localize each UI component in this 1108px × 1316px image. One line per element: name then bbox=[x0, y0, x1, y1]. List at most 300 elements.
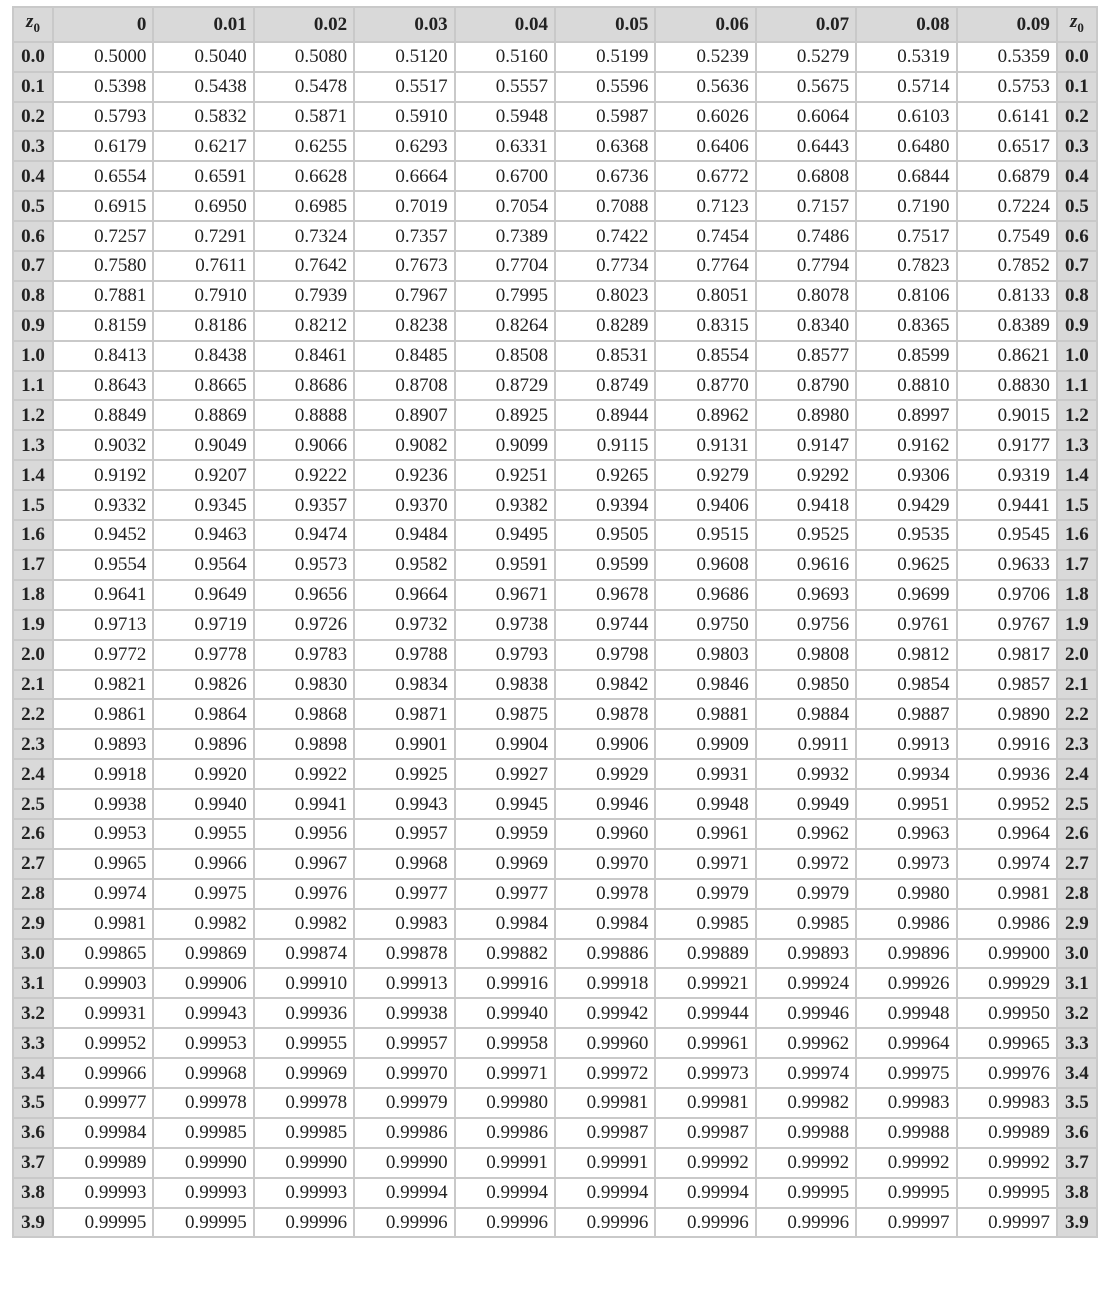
table-cell: 0.7673 bbox=[354, 251, 454, 281]
table-cell: 0.99977 bbox=[53, 1088, 153, 1118]
table-cell: 0.9649 bbox=[153, 580, 253, 610]
table-cell: 0.9929 bbox=[555, 759, 655, 789]
table-cell: 0.8365 bbox=[856, 311, 956, 341]
table-cell: 0.9842 bbox=[555, 670, 655, 700]
table-cell: 0.7486 bbox=[756, 221, 856, 251]
table-cell: 0.99990 bbox=[354, 1148, 454, 1178]
table-cell: 0.9864 bbox=[153, 699, 253, 729]
table-cell: 0.99981 bbox=[655, 1088, 755, 1118]
table-cell: 0.99936 bbox=[254, 998, 354, 1028]
table-cell: 0.99995 bbox=[957, 1178, 1057, 1208]
table-cell: 0.99976 bbox=[957, 1058, 1057, 1088]
table-cell: 0.9812 bbox=[856, 640, 956, 670]
table-cell: 0.7517 bbox=[856, 221, 956, 251]
z-header-right bbox=[1057, 7, 1097, 42]
table-cell: 0.7019 bbox=[354, 191, 454, 221]
table-row bbox=[13, 550, 1097, 580]
table-cell: 0.9761 bbox=[856, 610, 956, 640]
table-row bbox=[13, 1148, 1097, 1178]
table-cell: 0.9032 bbox=[53, 430, 153, 460]
table-cell: 0.9931 bbox=[655, 759, 755, 789]
table-cell: 0.7157 bbox=[756, 191, 856, 221]
table-cell: 0.6664 bbox=[354, 161, 454, 191]
table-cell: 0.7549 bbox=[957, 221, 1057, 251]
table-cell: 0.9984 bbox=[555, 909, 655, 939]
table-cell: 0.8810 bbox=[856, 371, 956, 401]
table-cell: 0.5080 bbox=[254, 42, 354, 72]
table-cell: 0.99980 bbox=[455, 1088, 555, 1118]
table-cell: 0.99978 bbox=[153, 1088, 253, 1118]
table-cell: 0.5832 bbox=[153, 102, 253, 132]
table-cell: 0.9484 bbox=[354, 520, 454, 550]
table-cell: 0.9957 bbox=[354, 819, 454, 849]
table-cell: 0.8051 bbox=[655, 281, 755, 311]
table-cell: 0.5040 bbox=[153, 42, 253, 72]
table-cell: 0.7190 bbox=[856, 191, 956, 221]
table-cell: 0.8944 bbox=[555, 400, 655, 430]
table-cell: 0.7580 bbox=[53, 251, 153, 281]
table-cell: 0.99996 bbox=[756, 1208, 856, 1238]
table-cell: 0.6179 bbox=[53, 131, 153, 161]
table-cell: 0.9564 bbox=[153, 550, 253, 580]
table-cell: 0.9756 bbox=[756, 610, 856, 640]
table-cell: 0.9850 bbox=[756, 670, 856, 700]
row-label-left: 1.3 bbox=[13, 430, 53, 460]
table-cell: 0.99986 bbox=[455, 1118, 555, 1148]
table-cell: 0.9573 bbox=[254, 550, 354, 580]
row-label-left: 0.9 bbox=[13, 311, 53, 341]
table-row bbox=[13, 1118, 1097, 1148]
table-row bbox=[13, 281, 1097, 311]
row-label-left: 3.7 bbox=[13, 1148, 53, 1178]
table-cell: 0.99961 bbox=[655, 1028, 755, 1058]
table-cell: 0.99992 bbox=[756, 1148, 856, 1178]
table-cell: 0.9345 bbox=[153, 490, 253, 520]
table-cell: 0.9222 bbox=[254, 460, 354, 490]
table-cell: 0.9974 bbox=[53, 879, 153, 909]
table-cell: 0.5948 bbox=[455, 102, 555, 132]
table-cell: 0.9147 bbox=[756, 430, 856, 460]
row-label-right: 3.0 bbox=[1057, 939, 1097, 969]
row-label-right: 0.5 bbox=[1057, 191, 1097, 221]
z-header-label: z bbox=[26, 11, 34, 32]
row-label-left: 0.2 bbox=[13, 102, 53, 132]
table-cell: 0.9429 bbox=[856, 490, 956, 520]
table-cell: 0.9978 bbox=[555, 879, 655, 909]
column-header: 0.03 bbox=[354, 7, 454, 42]
table-cell: 0.99946 bbox=[756, 998, 856, 1028]
table-row bbox=[13, 102, 1097, 132]
table-cell: 0.99940 bbox=[455, 998, 555, 1028]
row-label-right: 3.3 bbox=[1057, 1028, 1097, 1058]
table-cell: 0.99996 bbox=[455, 1208, 555, 1238]
table-cell: 0.6985 bbox=[254, 191, 354, 221]
row-label-left: 0.6 bbox=[13, 221, 53, 251]
table-cell: 0.99996 bbox=[655, 1208, 755, 1238]
row-label-right: 1.9 bbox=[1057, 610, 1097, 640]
table-cell: 0.5636 bbox=[655, 72, 755, 102]
table-cell: 0.9893 bbox=[53, 729, 153, 759]
table-cell: 0.9535 bbox=[856, 520, 956, 550]
row-label-left: 2.4 bbox=[13, 759, 53, 789]
row-label-left: 1.1 bbox=[13, 371, 53, 401]
table-cell: 0.6700 bbox=[455, 161, 555, 191]
table-cell: 0.9162 bbox=[856, 430, 956, 460]
table-cell: 0.99962 bbox=[756, 1028, 856, 1058]
table-cell: 0.99865 bbox=[53, 939, 153, 969]
table-cell: 0.9956 bbox=[254, 819, 354, 849]
column-header: 0.07 bbox=[756, 7, 856, 42]
table-cell: 0.9726 bbox=[254, 610, 354, 640]
row-label-right: 3.1 bbox=[1057, 968, 1097, 998]
table-cell: 0.99981 bbox=[555, 1088, 655, 1118]
table-cell: 0.99979 bbox=[354, 1088, 454, 1118]
table-cell: 0.6293 bbox=[354, 131, 454, 161]
table-cell: 0.5199 bbox=[555, 42, 655, 72]
table-cell: 0.9599 bbox=[555, 550, 655, 580]
table-row bbox=[13, 729, 1097, 759]
row-label-right: 2.1 bbox=[1057, 670, 1097, 700]
table-row bbox=[13, 430, 1097, 460]
table-cell: 0.5279 bbox=[756, 42, 856, 72]
table-cell: 0.99878 bbox=[354, 939, 454, 969]
table-cell: 0.9967 bbox=[254, 849, 354, 879]
table-cell: 0.99970 bbox=[354, 1058, 454, 1088]
table-cell: 0.9382 bbox=[455, 490, 555, 520]
table-cell: 0.8238 bbox=[354, 311, 454, 341]
table-cell: 0.6808 bbox=[756, 161, 856, 191]
table-cell: 0.8599 bbox=[856, 341, 956, 371]
table-cell: 0.9960 bbox=[555, 819, 655, 849]
table-cell: 0.9887 bbox=[856, 699, 956, 729]
table-cell: 0.8133 bbox=[957, 281, 1057, 311]
row-label-right: 2.9 bbox=[1057, 909, 1097, 939]
z-header-label: z bbox=[1069, 11, 1078, 32]
table-cell: 0.8643 bbox=[53, 371, 153, 401]
table-cell: 0.6591 bbox=[153, 161, 253, 191]
row-label-right: 3.5 bbox=[1057, 1088, 1097, 1118]
table-cell: 0.99921 bbox=[655, 968, 755, 998]
row-label-right: 0.9 bbox=[1057, 311, 1097, 341]
table-cell: 0.5517 bbox=[354, 72, 454, 102]
table-cell: 0.9977 bbox=[455, 879, 555, 909]
row-label-left: 1.5 bbox=[13, 490, 53, 520]
table-cell: 0.9979 bbox=[655, 879, 755, 909]
table-row bbox=[13, 670, 1097, 700]
table-cell: 0.9463 bbox=[153, 520, 253, 550]
table-cell: 0.9699 bbox=[856, 580, 956, 610]
table-cell: 0.8708 bbox=[354, 371, 454, 401]
table-cell: 0.9974 bbox=[957, 849, 1057, 879]
table-cell: 0.9772 bbox=[53, 640, 153, 670]
table-cell: 0.99986 bbox=[354, 1118, 454, 1148]
row-label-left: 2.9 bbox=[13, 909, 53, 939]
table-row bbox=[13, 1208, 1097, 1238]
column-header: 0.01 bbox=[153, 7, 253, 42]
table-cell: 0.7389 bbox=[455, 221, 555, 251]
table-cell: 0.9861 bbox=[53, 699, 153, 729]
table-cell: 0.99960 bbox=[555, 1028, 655, 1058]
table-cell: 0.9236 bbox=[354, 460, 454, 490]
table-cell: 0.99931 bbox=[53, 998, 153, 1028]
table-cell: 0.8962 bbox=[655, 400, 755, 430]
table-row bbox=[13, 968, 1097, 998]
table-row bbox=[13, 1058, 1097, 1088]
table-cell: 0.9452 bbox=[53, 520, 153, 550]
table-cell: 0.7257 bbox=[53, 221, 153, 251]
table-cell: 0.9976 bbox=[254, 879, 354, 909]
table-cell: 0.9948 bbox=[655, 789, 755, 819]
table-cell: 0.99958 bbox=[455, 1028, 555, 1058]
table-cell: 0.5675 bbox=[756, 72, 856, 102]
row-label-left: 2.2 bbox=[13, 699, 53, 729]
table-cell: 0.99996 bbox=[254, 1208, 354, 1238]
table-cell: 0.9767 bbox=[957, 610, 1057, 640]
table-cell: 0.8830 bbox=[957, 371, 1057, 401]
table-cell: 0.99948 bbox=[856, 998, 956, 1028]
table-cell: 0.9817 bbox=[957, 640, 1057, 670]
table-cell: 0.9980 bbox=[856, 879, 956, 909]
table-cell: 0.5478 bbox=[254, 72, 354, 102]
column-header: 0.04 bbox=[455, 7, 555, 42]
table-cell: 0.99975 bbox=[856, 1058, 956, 1088]
table-row bbox=[13, 849, 1097, 879]
table-cell: 0.99996 bbox=[555, 1208, 655, 1238]
table-row bbox=[13, 191, 1097, 221]
table-cell: 0.99990 bbox=[153, 1148, 253, 1178]
table-cell: 0.6141 bbox=[957, 102, 1057, 132]
table-cell: 0.9418 bbox=[756, 490, 856, 520]
table-cell: 0.9964 bbox=[957, 819, 1057, 849]
table-row bbox=[13, 759, 1097, 789]
table-cell: 0.99994 bbox=[354, 1178, 454, 1208]
table-cell: 0.9969 bbox=[455, 849, 555, 879]
table-cell: 0.9830 bbox=[254, 670, 354, 700]
table-cell: 0.9370 bbox=[354, 490, 454, 520]
table-cell: 0.99969 bbox=[254, 1058, 354, 1088]
table-cell: 0.9934 bbox=[856, 759, 956, 789]
table-cell: 0.9015 bbox=[957, 400, 1057, 430]
table-row bbox=[13, 610, 1097, 640]
table-cell: 0.99990 bbox=[254, 1148, 354, 1178]
table-cell: 0.6879 bbox=[957, 161, 1057, 191]
table-cell: 0.9973 bbox=[856, 849, 956, 879]
table-cell: 0.99971 bbox=[455, 1058, 555, 1088]
row-label-left: 3.5 bbox=[13, 1088, 53, 1118]
table-cell: 0.7881 bbox=[53, 281, 153, 311]
table-cell: 0.8869 bbox=[153, 400, 253, 430]
table-cell: 0.7088 bbox=[555, 191, 655, 221]
table-row bbox=[13, 371, 1097, 401]
table-cell: 0.9909 bbox=[655, 729, 755, 759]
table-cell: 0.9983 bbox=[354, 909, 454, 939]
header-row bbox=[13, 7, 1097, 42]
table-row bbox=[13, 879, 1097, 909]
table-cell: 0.9898 bbox=[254, 729, 354, 759]
row-label-right: 1.5 bbox=[1057, 490, 1097, 520]
table-cell: 0.5000 bbox=[53, 42, 153, 72]
table-cell: 0.6736 bbox=[555, 161, 655, 191]
table-cell: 0.9664 bbox=[354, 580, 454, 610]
table-cell: 0.7734 bbox=[555, 251, 655, 281]
row-label-right: 2.3 bbox=[1057, 729, 1097, 759]
row-label-left: 1.6 bbox=[13, 520, 53, 550]
table-cell: 0.99993 bbox=[53, 1178, 153, 1208]
table-cell: 0.9925 bbox=[354, 759, 454, 789]
table-cell: 0.9857 bbox=[957, 670, 1057, 700]
table-cell: 0.9177 bbox=[957, 430, 1057, 460]
table-cell: 0.9985 bbox=[756, 909, 856, 939]
table-cell: 0.5987 bbox=[555, 102, 655, 132]
table-cell: 0.99996 bbox=[354, 1208, 454, 1238]
table-cell: 0.9545 bbox=[957, 520, 1057, 550]
table-cell: 0.9977 bbox=[354, 879, 454, 909]
row-label-right: 1.1 bbox=[1057, 371, 1097, 401]
table-cell: 0.99942 bbox=[555, 998, 655, 1028]
table-cell: 0.6915 bbox=[53, 191, 153, 221]
row-label-left: 3.1 bbox=[13, 968, 53, 998]
table-cell: 0.99993 bbox=[254, 1178, 354, 1208]
table-cell: 0.9918 bbox=[53, 759, 153, 789]
table-cell: 0.9131 bbox=[655, 430, 755, 460]
row-label-right: 0.7 bbox=[1057, 251, 1097, 281]
row-label-right: 0.6 bbox=[1057, 221, 1097, 251]
table-row bbox=[13, 221, 1097, 251]
row-label-right: 1.3 bbox=[1057, 430, 1097, 460]
row-label-left: 2.5 bbox=[13, 789, 53, 819]
table-cell: 0.9854 bbox=[856, 670, 956, 700]
table-cell: 0.9922 bbox=[254, 759, 354, 789]
row-label-left: 3.3 bbox=[13, 1028, 53, 1058]
table-cell: 0.9962 bbox=[756, 819, 856, 849]
table-row bbox=[13, 400, 1097, 430]
table-cell: 0.9904 bbox=[455, 729, 555, 759]
table-cell: 0.99993 bbox=[153, 1178, 253, 1208]
row-label-left: 3.6 bbox=[13, 1118, 53, 1148]
table-row bbox=[13, 998, 1097, 1028]
table-cell: 0.99913 bbox=[354, 968, 454, 998]
table-cell: 0.8577 bbox=[756, 341, 856, 371]
table-cell: 0.7642 bbox=[254, 251, 354, 281]
table-cell: 0.99997 bbox=[957, 1208, 1057, 1238]
table-cell: 0.5160 bbox=[455, 42, 555, 72]
table-cell: 0.9896 bbox=[153, 729, 253, 759]
table-row bbox=[13, 131, 1097, 161]
table-cell: 0.99889 bbox=[655, 939, 755, 969]
row-label-left: 1.7 bbox=[13, 550, 53, 580]
table-row bbox=[13, 311, 1097, 341]
row-label-left: 2.0 bbox=[13, 640, 53, 670]
row-label-left: 3.8 bbox=[13, 1178, 53, 1208]
table-cell: 0.9984 bbox=[455, 909, 555, 939]
table-cell: 0.99886 bbox=[555, 939, 655, 969]
table-cell: 0.7823 bbox=[856, 251, 956, 281]
row-label-right: 1.2 bbox=[1057, 400, 1097, 430]
table-cell: 0.99978 bbox=[254, 1088, 354, 1118]
table-cell: 0.9641 bbox=[53, 580, 153, 610]
table-cell: 0.99943 bbox=[153, 998, 253, 1028]
table-cell: 0.9719 bbox=[153, 610, 253, 640]
table-cell: 0.9292 bbox=[756, 460, 856, 490]
table-row bbox=[13, 939, 1097, 969]
table-cell: 0.9884 bbox=[756, 699, 856, 729]
row-label-left: 0.7 bbox=[13, 251, 53, 281]
table-cell: 0.8621 bbox=[957, 341, 1057, 371]
table-cell: 0.9913 bbox=[856, 729, 956, 759]
table-cell: 0.8289 bbox=[555, 311, 655, 341]
row-label-left: 3.0 bbox=[13, 939, 53, 969]
row-label-right: 2.7 bbox=[1057, 849, 1097, 879]
table-cell: 0.9732 bbox=[354, 610, 454, 640]
table-cell: 0.9525 bbox=[756, 520, 856, 550]
table-cell: 0.9505 bbox=[555, 520, 655, 550]
column-header: 0.09 bbox=[957, 7, 1057, 42]
row-label-left: 3.2 bbox=[13, 998, 53, 1028]
row-label-right: 0.2 bbox=[1057, 102, 1097, 132]
row-label-right: 2.8 bbox=[1057, 879, 1097, 909]
table-cell: 0.99987 bbox=[555, 1118, 655, 1148]
table-row bbox=[13, 1178, 1097, 1208]
table-cell: 0.9608 bbox=[655, 550, 755, 580]
table-cell: 0.9265 bbox=[555, 460, 655, 490]
table-cell: 0.9868 bbox=[254, 699, 354, 729]
table-cell: 0.99983 bbox=[856, 1088, 956, 1118]
table-cell: 0.8315 bbox=[655, 311, 755, 341]
table-cell: 0.7324 bbox=[254, 221, 354, 251]
table-cell: 0.9927 bbox=[455, 759, 555, 789]
row-label-left: 2.3 bbox=[13, 729, 53, 759]
table-row bbox=[13, 1028, 1097, 1058]
table-cell: 0.9901 bbox=[354, 729, 454, 759]
row-label-right: 2.6 bbox=[1057, 819, 1097, 849]
table-row bbox=[13, 909, 1097, 939]
table-cell: 0.5319 bbox=[856, 42, 956, 72]
table-cell: 0.9834 bbox=[354, 670, 454, 700]
row-label-left: 2.1 bbox=[13, 670, 53, 700]
table-cell: 0.99869 bbox=[153, 939, 253, 969]
table-cell: 0.9838 bbox=[455, 670, 555, 700]
table-cell: 0.8413 bbox=[53, 341, 153, 371]
table-cell: 0.5398 bbox=[53, 72, 153, 102]
table-cell: 0.7357 bbox=[354, 221, 454, 251]
table-cell: 0.99929 bbox=[957, 968, 1057, 998]
table-cell: 0.99968 bbox=[153, 1058, 253, 1088]
row-label-right: 3.8 bbox=[1057, 1178, 1097, 1208]
table-cell: 0.8554 bbox=[655, 341, 755, 371]
table-cell: 0.6517 bbox=[957, 131, 1057, 161]
table-cell: 0.9554 bbox=[53, 550, 153, 580]
table-cell: 0.9881 bbox=[655, 699, 755, 729]
table-cell: 0.7704 bbox=[455, 251, 555, 281]
table-cell: 0.5753 bbox=[957, 72, 1057, 102]
table-cell: 0.99995 bbox=[153, 1208, 253, 1238]
table-cell: 0.9332 bbox=[53, 490, 153, 520]
table-cell: 0.9319 bbox=[957, 460, 1057, 490]
table-cell: 0.99944 bbox=[655, 998, 755, 1028]
table-cell: 0.99926 bbox=[856, 968, 956, 998]
table-cell: 0.9945 bbox=[455, 789, 555, 819]
table-cell: 0.9082 bbox=[354, 430, 454, 460]
table-cell: 0.9953 bbox=[53, 819, 153, 849]
table-cell: 0.9778 bbox=[153, 640, 253, 670]
row-label-left: 0.3 bbox=[13, 131, 53, 161]
table-cell: 0.6844 bbox=[856, 161, 956, 191]
table-cell: 0.8665 bbox=[153, 371, 253, 401]
table-row bbox=[13, 161, 1097, 191]
row-label-right: 2.2 bbox=[1057, 699, 1097, 729]
row-label-right: 1.0 bbox=[1057, 341, 1097, 371]
row-label-right: 0.0 bbox=[1057, 42, 1097, 72]
